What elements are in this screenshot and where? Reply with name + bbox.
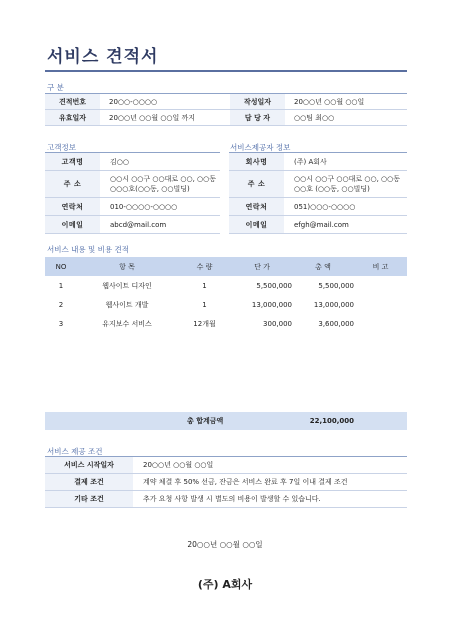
customer-name-label: 고객명 (45, 153, 100, 171)
total-table (45, 412, 407, 430)
table-row (45, 276, 407, 295)
cell-unit-price: 13,000,000 (251, 300, 292, 309)
issue-date: 20○○년 ○○월 ○○일 (187, 540, 263, 549)
conditions-heading: 서비스 제공 조건 (47, 447, 103, 456)
column-header-note: 비 고 (354, 257, 407, 276)
cell-item: 유지보수 서비스 (102, 319, 152, 328)
provider-email-label: 이메일 (229, 216, 284, 234)
cell-no: 1 (58, 281, 64, 290)
table-row (45, 314, 407, 333)
cell-quantity: 12개월 (193, 319, 216, 328)
cell-quantity: 1 (202, 300, 207, 309)
cell-note (354, 314, 407, 333)
customer-email-value: abcd@mail.com (100, 216, 220, 234)
table-row (45, 216, 220, 234)
start-date-value: 20○○년 ○○월 ○○일 (133, 457, 407, 474)
created-date-label: 작성일자 (230, 94, 285, 110)
table-row (229, 216, 407, 234)
provider-phone-label: 연락처 (229, 198, 284, 216)
provider-phone-value: 051)○○○-○○○○ (284, 198, 407, 216)
table-row (45, 171, 220, 198)
total-value: 22,100,000 (292, 412, 354, 430)
cell-unit-price: 5,500,000 (256, 281, 292, 290)
customer-email-label: 이메일 (45, 216, 100, 234)
table-row (229, 171, 407, 198)
column-header-quantity: 수 량 (177, 257, 232, 276)
customer-heading: 고객정보 (47, 143, 76, 152)
valid-date-label: 유효일자 (45, 110, 100, 126)
table-row (45, 457, 407, 474)
items-header-row (45, 257, 407, 276)
valid-date-value: 20○○년 ○○월 ○○일 까지 (100, 110, 230, 126)
company-name-value: (주) A회사 (284, 153, 407, 171)
column-header-item: 항 목 (77, 257, 177, 276)
table-row (45, 198, 220, 216)
estimate-number-value: 20○○-○○○○ (100, 94, 230, 110)
total-label: 총 합계금액 (177, 412, 292, 430)
table-row (229, 198, 407, 216)
table-row (45, 295, 407, 314)
column-header-amount: 총 액 (292, 257, 354, 276)
customer-phone-value: 010-○○○○-○○○○ (100, 198, 220, 216)
company-name-label: 회사명 (229, 153, 284, 171)
cell-quantity: 1 (202, 281, 207, 290)
cell-unit-price: 300,000 (263, 319, 292, 328)
provider-email-value: efgh@mail.com (284, 216, 407, 234)
estimate-number-label: 견적번호 (45, 94, 100, 110)
customer-name-value: 김○○ (100, 153, 220, 171)
table-row (45, 491, 407, 508)
category-heading: 구 분 (47, 83, 64, 92)
manager-value: ○○팀 최○○ (285, 110, 407, 126)
provider-address-value: ○○시 ○○구 ○○대로 ○○, ○○동 ○○호 (○○동, ○○빌딩) (284, 171, 407, 198)
title-divider (45, 70, 407, 72)
cell-note (354, 276, 407, 295)
table-row (45, 110, 407, 126)
cell-amount: 5,500,000 (318, 281, 354, 290)
cell-item: 웹사이트 디자인 (102, 281, 152, 290)
cell-no: 3 (58, 319, 64, 328)
page-title: 서비스 견적서 (47, 47, 159, 67)
table-row (45, 94, 407, 110)
total-row (45, 412, 407, 430)
column-header-unit-price: 단 가 (232, 257, 292, 276)
start-date-label: 서비스 시작일자 (45, 457, 133, 474)
cell-note (354, 295, 407, 314)
category-table (45, 94, 407, 126)
items-table (45, 257, 407, 333)
other-terms-label: 기타 조건 (45, 491, 133, 508)
payment-terms-value: 계약 체결 후 50% 선금, 잔금은 서비스 완료 후 7일 이내 결제 조건 (133, 474, 407, 491)
cell-no: 2 (58, 300, 64, 309)
created-date-value: 20○○년 ○○월 ○○일 (285, 94, 407, 110)
conditions-table (45, 457, 407, 508)
provider-heading: 서비스제공자 정보 (230, 143, 291, 152)
company-signature: (주) A회사 (197, 578, 253, 591)
table-row (45, 153, 220, 171)
table-row (229, 153, 407, 171)
customer-table (45, 153, 220, 234)
table-row (45, 474, 407, 491)
column-header-no: NO (45, 257, 77, 276)
customer-phone-label: 연락처 (45, 198, 100, 216)
customer-address-value: ○○시 ○○구 ○○대로 ○○, ○○동 ○○○호(○○동, ○○빌딩) (100, 171, 220, 198)
cell-amount: 13,000,000 (313, 300, 354, 309)
customer-address-label: 주 소 (45, 171, 100, 198)
cell-amount: 3,600,000 (318, 319, 354, 328)
cell-item: 웹사이트 개발 (105, 300, 149, 309)
items-heading: 서비스 내용 및 비용 견적 (47, 245, 129, 254)
payment-terms-label: 결제 조건 (45, 474, 133, 491)
provider-table (229, 153, 407, 234)
provider-address-label: 주 소 (229, 171, 284, 198)
other-terms-value: 추가 요청 사항 발생 시 별도의 비용이 발생할 수 있습니다. (133, 491, 407, 508)
manager-label: 담 당 자 (230, 110, 285, 126)
